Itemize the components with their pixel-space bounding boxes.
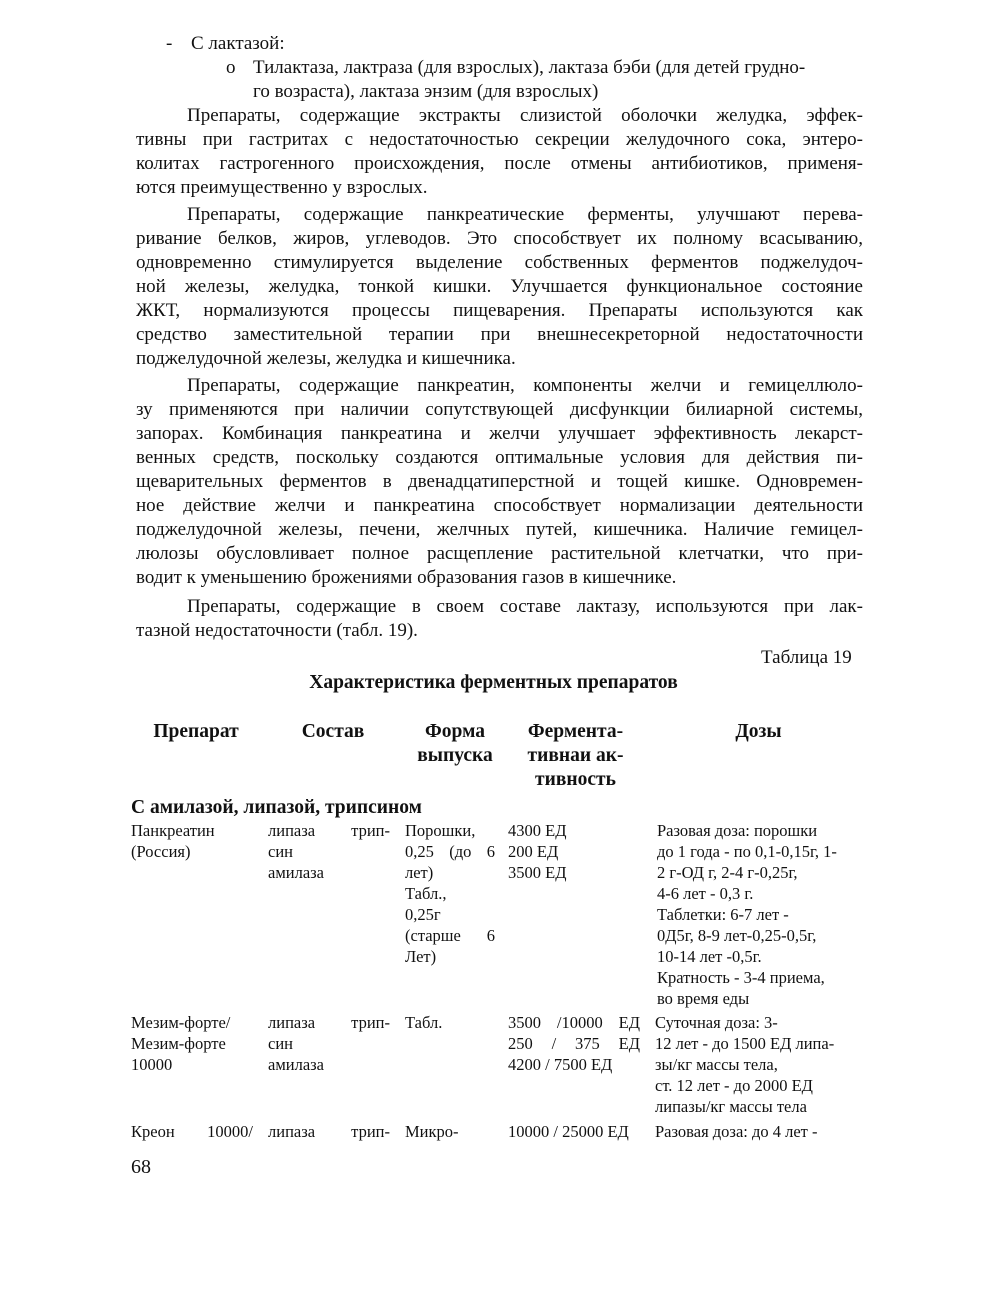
table-row-composition: липаза трип- син амилаза xyxy=(268,1013,390,1074)
paragraph-line: ривание белков, жиров, углеводов. Это способствует их полному всасыванию, xyxy=(136,228,863,249)
paragraph-line: щеварительных ферментов в двенадцатиперстной и тощей кишке. Одновремен- xyxy=(136,471,863,492)
paragraph-line: зу применяются при наличии сопутствующей дисфункции билиарной системы, xyxy=(136,399,863,420)
table-title: Характеристика ферментных препаратов xyxy=(309,672,678,693)
paragraph-line: поджелудочной железы, желудка и кишечника. xyxy=(136,348,516,369)
paragraph-line: венных средств, поскольку создаются оптимальные условия для действия пи- xyxy=(136,447,863,468)
paragraph-line: ются преимущественно у взрослых. xyxy=(136,177,428,198)
list-dash: - xyxy=(166,33,173,54)
table-row-doses: Разовая доза: порошки до 1 года - по 0,1-0,15г, 1- 2 г-ОД г, 2-4 г-0,25г, 4-6 лет - 0,3 г. Таблетки: 6-7 лет - 0Д5г, 8-9 лет-0,25-0,5г, 10-14 лет -0,5г. Кратность - 3-4 приема, во время еды xyxy=(657,821,837,1008)
table-label: Таблица 19 xyxy=(761,647,852,668)
lactase-line: го возраста), лактаза энзим (для взрослых) xyxy=(253,81,599,102)
table-row-form: Порошки, 0,25 (до 6 лет) Табл., 0,25г (старше 6 Лет) xyxy=(405,821,495,966)
paragraph-line: поджелудочной железы, печени, желчных путей, кишечника. Наличие гемицел- xyxy=(136,519,863,540)
header-composition: Состав xyxy=(301,721,365,742)
paragraph-line: водит к уменьшению брожениями образования газов в кишечнике. xyxy=(136,567,677,588)
paragraph-line: запорах. Комбинация панкреатина и желчи улучшает эффективность лекарст- xyxy=(136,423,863,444)
table-row-composition: липаза трип- син амилаза xyxy=(268,821,390,882)
lactase-line: Тилактаза, лактраза (для взрослых), лактаза бэби (для детей грудно- xyxy=(253,57,806,78)
table-row-activity: 10000 / 25000 ЕД xyxy=(508,1122,629,1141)
paragraph-line: колитах гастрогенного происхождения, после отмены антибиотиков, применя- xyxy=(136,153,863,174)
paragraph-line: ЖКТ, нормализуются процессы пищеварения. Препараты используются как xyxy=(136,300,863,321)
paragraph-line: Препараты, содержащие в своем составе лактазу, используются при лак- xyxy=(187,596,863,617)
header-activity: Фермента- тивнаи ак- тивность xyxy=(527,721,624,790)
table-section-heading: С амилазой, липазой, трипсином xyxy=(131,797,422,818)
table-row-doses: Суточная доза: 3- 12 лет - до 1500 ЕД липа- зы/кг массы тела, ст. 12 лет - до 2000 ЕД липазы/кг массы тела xyxy=(655,1013,835,1116)
header-form: Форма выпуска xyxy=(417,721,493,766)
paragraph-line: люлозы обусловливает полное расщепление растительной клетчатки, что при- xyxy=(136,543,863,564)
table-row-activity: 4300 ЕД 200 ЕД 3500 ЕД xyxy=(508,821,567,882)
paragraph-line: Препараты, содержащие экстракты слизистой оболочки желудка, эффек- xyxy=(187,105,863,126)
paragraph-line: одновременно стимулируется выделение собственных ферментов поджелудоч- xyxy=(136,252,863,273)
paragraph-line: Препараты, содержащие панкреатические ферменты, улучшают перева- xyxy=(187,204,863,225)
page-number: 68 xyxy=(131,1156,151,1178)
table-row-drug: Креон 10000/ xyxy=(131,1122,253,1141)
table-row-form: Микро- xyxy=(405,1122,459,1141)
paragraph-line: Препараты, содержащие панкреатин, компоненты желчи и гемицеллюло- xyxy=(187,375,863,396)
table-row-form: Табл. xyxy=(405,1013,443,1032)
table-row-doses: Разовая доза: до 4 лет - xyxy=(655,1122,818,1141)
table-row-activity: 3500 /10000 ЕД 250 / 375 ЕД 4200 / 7500 ЕД xyxy=(508,1013,640,1074)
lactase-heading: С лактазой: xyxy=(191,33,285,54)
list-bullet: о xyxy=(226,57,236,78)
table-row-composition: липаза трип- xyxy=(268,1122,390,1141)
paragraph-line: ное действие желчи и панкреатина способствует нормализации деятельности xyxy=(136,495,863,516)
table-row-drug: Панкреатин (Россия) xyxy=(131,821,215,861)
table-row-drug: Мезим-форте/ Мезим-форте 10000 xyxy=(131,1013,231,1074)
paragraph-line: средство заместительной терапии при внешнесекреторной недостаточности xyxy=(136,324,863,345)
header-drug: Препарат xyxy=(153,721,239,742)
paragraph-line: тивны при гастритах с недостаточностью секреции желудочного сока, энтеро- xyxy=(136,129,863,150)
header-doses: Дозы xyxy=(735,721,782,742)
paragraph-line: ной железы, желудка, тонкой кишки. Улучшается функциональное состояние xyxy=(136,276,863,297)
paragraph-line: тазной недостаточности (табл. 19). xyxy=(136,620,418,641)
